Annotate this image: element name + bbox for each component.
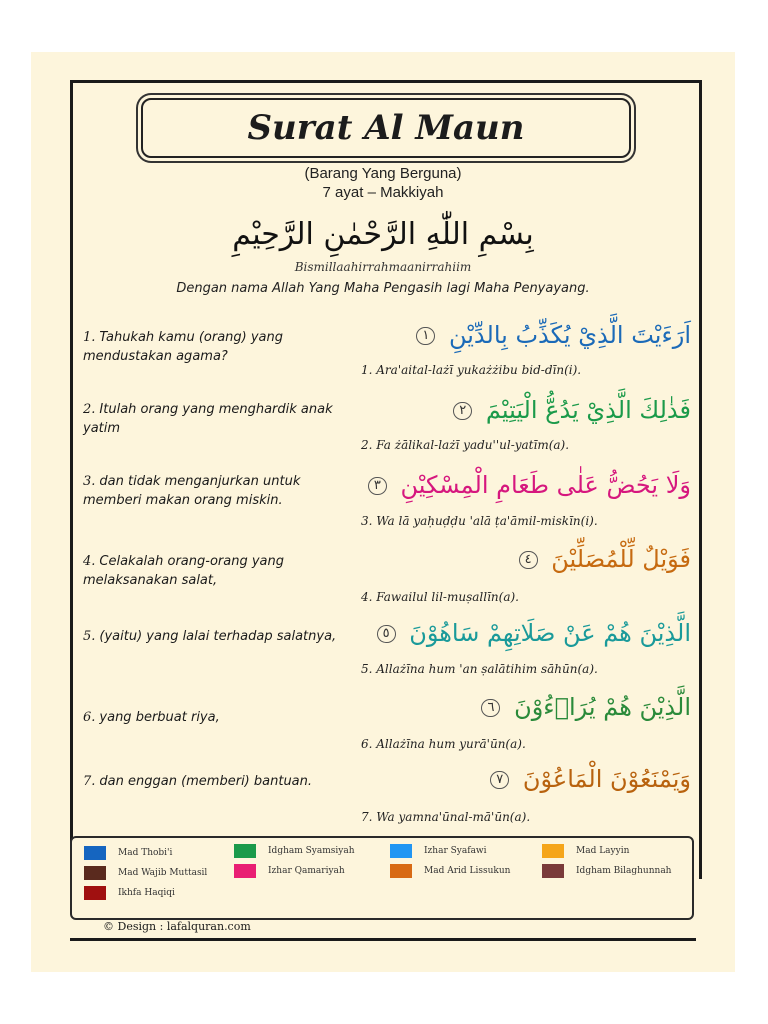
verse-3-translation: 3. dan tidak menganjurkan untuk memberi makan orang miskin.: [83, 474, 301, 508]
page-title: Surat Al Maun: [247, 108, 525, 148]
legend-item: Ikhfa Haqiqi: [84, 886, 175, 900]
ayah-number-icon: ٦: [481, 699, 500, 717]
poster: [31, 52, 735, 972]
legend-swatch: [234, 844, 256, 858]
verse-6-transliteration: 6. Allażīna hum yurā'ūn(a).: [361, 737, 526, 751]
basmala-arabic: بِسْمِ اللّٰهِ الرَّحْمٰنِ الرَّحِيْمِ: [232, 217, 534, 252]
legend-swatch: [84, 846, 106, 860]
title-box: [141, 98, 631, 158]
verse-7-arabic: وَيَمْنَعُوْنَ الْمَاعُوْنَ ٧: [361, 764, 691, 794]
legend-swatch: [542, 864, 564, 878]
verse-5-arabic: الَّذِيْنَ هُمْ عَنْ صَلَاتِهِمْ سَاهُوْنَ ٥: [361, 618, 691, 648]
verse-5-transliteration: 5. Allażīna hum 'an ṣalātihim sāhūn(a).: [361, 662, 598, 676]
footer-divider: [70, 938, 696, 941]
legend-swatch: [390, 864, 412, 878]
verse-4-arabic: فَوَيْلٌ لِّلْمُصَلِّيْنَ ٤: [361, 544, 691, 574]
legend-item: Izhar Syafawi: [390, 844, 487, 858]
legend-item: Mad Wajib Muttasil: [84, 866, 207, 880]
footer-credit: © Design : lafalquran.com: [103, 920, 251, 933]
verse-2-arabic: فَذٰلِكَ الَّذِيْ يَدُعُّ الْيَتِيْمَ ٢: [361, 395, 691, 425]
verse-6-translation: 6. yang berbuat riya,: [83, 710, 220, 725]
surah-info: 7 ayat – Makkiyah: [322, 184, 444, 201]
tajwid-legend: [70, 836, 694, 920]
verse-1-arabic: اَرَءَيْتَ الَّذِيْ يُكَذِّبُ بِالدِّيْنِ ١: [361, 320, 691, 350]
verse-3-arabic: وَلَا يَحُضُّ عَلٰى طَعَامِ الْمِسْكِيْنِ ٣: [361, 470, 691, 500]
verse-1-translation: 1. Tahukah kamu (orang) yang mendustakan agama?: [83, 330, 284, 364]
verse-2-translation: 2. Itulah orang yang menghardik anak yatim: [83, 402, 333, 436]
legend-swatch: [84, 866, 106, 880]
ayah-number-icon: ٧: [490, 771, 509, 789]
legend-item: Mad Layyin: [542, 844, 629, 858]
basmala-transliteration: Bismillaahirrahmaanirrahiim: [294, 260, 472, 274]
legend-item: Idgham Syamsiyah: [234, 844, 355, 858]
verse-7-translation: 7. dan enggan (memberi) bantuan.: [83, 774, 313, 789]
ayah-number-icon: ٣: [368, 477, 387, 495]
verse-5-translation: 5. (yaitu) yang lalai terhadap salatnya,: [83, 629, 337, 644]
legend-swatch: [84, 886, 106, 900]
ayah-number-icon: ٢: [453, 402, 472, 420]
legend-item: Idgham Bilaghunnah: [542, 864, 671, 878]
ayah-number-icon: ١: [416, 327, 435, 345]
legend-item: Mad Thobi'i: [84, 846, 172, 860]
verse-4-translation: 4. Celakalah orang-orang yang melaksanakan salat,: [83, 554, 284, 588]
verse-3-transliteration: 3. Wa lā yaḥuḍḍu 'alā ṭa'āmil-miskīn(i).: [361, 514, 598, 528]
legend-swatch: [542, 844, 564, 858]
verse-7-transliteration: 7. Wa yamna'ūnal-mā'ūn(a).: [361, 810, 531, 824]
legend-item: Izhar Qamariyah: [234, 864, 345, 878]
verse-2-transliteration: 2. Fa żālikal-lażī yadu''ul-yatīm(a).: [361, 438, 570, 452]
subtitle: (Barang Yang Berguna): [304, 165, 462, 182]
basmala-meaning: Dengan nama Allah Yang Maha Pengasih lagi Maha Penyayang.: [176, 281, 590, 296]
ayah-number-icon: ٥: [377, 625, 396, 643]
verse-4-transliteration: 4. Fawailul lil-muṣallīn(a).: [361, 590, 519, 604]
legend-item: Mad Arid Lissukun: [390, 864, 510, 878]
legend-swatch: [234, 864, 256, 878]
verse-1-transliteration: 1. Ara'aital-lażī yukażżibu bid-dīn(i).: [361, 363, 582, 377]
ayah-number-icon: ٤: [519, 551, 538, 569]
verse-6-arabic: الَّذِيْنَ هُمْ يُرَاۤءُوْنَ ٦: [361, 692, 691, 722]
legend-swatch: [390, 844, 412, 858]
